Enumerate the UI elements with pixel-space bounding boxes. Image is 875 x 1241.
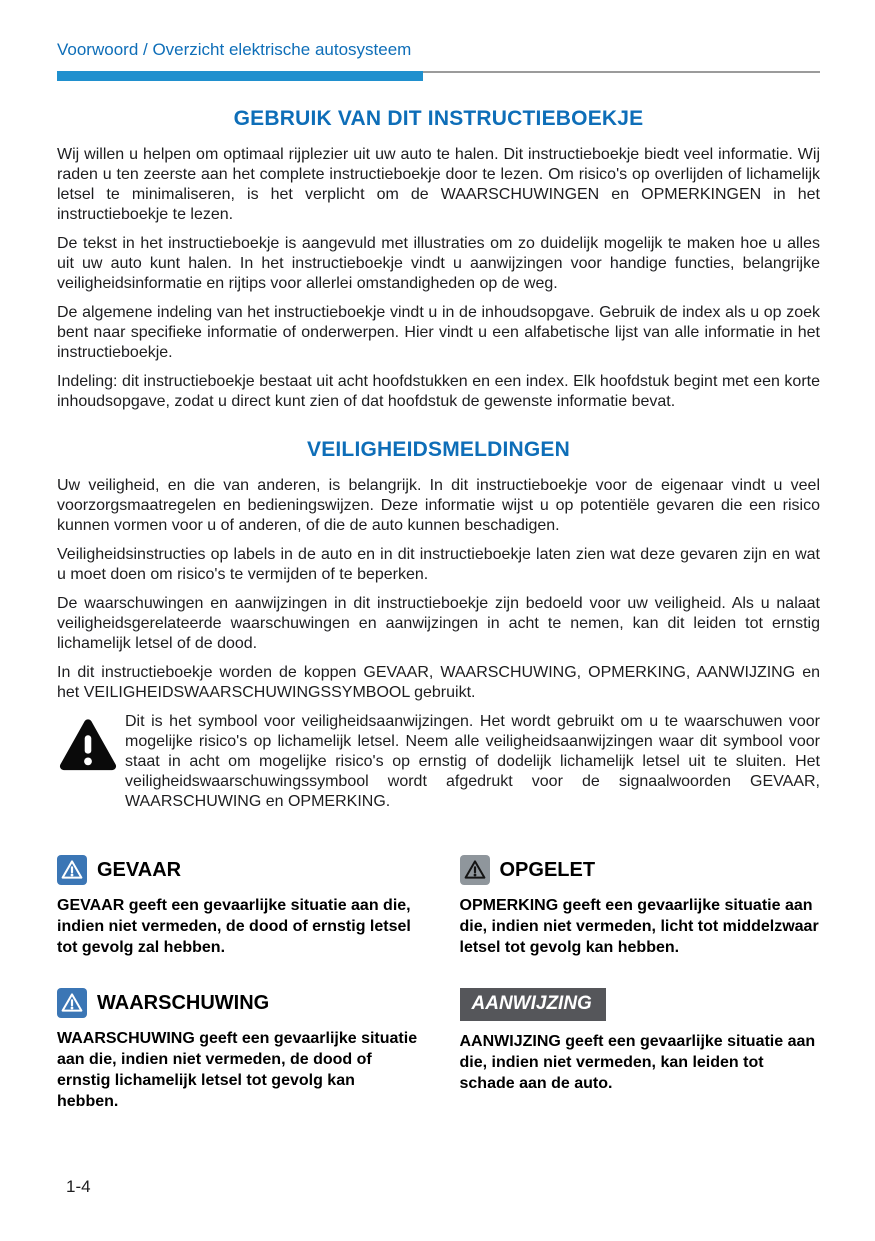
safety-paragraph-4: In dit instructieboekje worden de koppen GEVAAR, WAARSCHUWING, OPMERKING, AANWIJZING en het VEILIGHEIDSWAARSCHUWINGSSYMBOOL gebruikt.	[57, 664, 820, 701]
callout-caution-label: OPGELET	[499, 858, 596, 881]
page-number: 1-4	[66, 1177, 91, 1196]
usage-paragraph-3: De algemene indeling van het instructieboekje vindt u in de inhoudsopgave. Gebruik de index als u op zoek bent naar specifieke informatie of onderwerpen. Hier vindt u een alfabetische lijst van alle informatie in het instructieboekje.	[57, 304, 820, 361]
callout-column-left	[57, 855, 418, 1142]
usage-paragraph-4: Indeling: dit instructieboekje bestaat uit acht hoofdstukken en een index. Elk hoofdstuk begint met een korte inhoudsopgave, zodat u direct kunt zien of dat hoofdstuk de gewenste informatie bevat.	[57, 373, 820, 410]
callout-danger-text: GEVAAR geeft een gevaarlijke situatie aan die, indien niet vermeden, de dood of ernstig letsel tot gevolg zal hebben.	[57, 897, 411, 956]
usage-paragraph-2: De tekst in het instructieboekje is aangevuld met illustraties om zo duidelijk mogelijk te maken hoe u alles uit uw auto kunt halen. In het instructieboekje vindt u aanwijzingen voor handige functies, belangrijke veiligheidsinformatie en rijtips voor allerlei omstandigheden op de weg.	[57, 235, 820, 292]
header-rule	[57, 71, 820, 81]
section-usage	[57, 107, 820, 412]
danger-warning-triangle-icon	[57, 855, 87, 885]
safety-alert-symbol-icon	[57, 712, 125, 777]
callout-notice	[460, 988, 821, 1094]
section-usage-title: GEBRUIK VAN DIT INSTRUCTIEBOEKJE	[233, 107, 644, 130]
callout-warning-label: WAARSCHUWING	[97, 991, 270, 1014]
callout-caution-text: OPMERKING geeft een gevaarlijke situatie aan die, indien niet vermeden, licht tot middelzwaar letsel tot gevolg kan hebben.	[459, 897, 819, 956]
section-safety	[57, 438, 820, 821]
callout-danger-head	[57, 855, 418, 885]
page-header	[57, 40, 820, 81]
callout-notice-text: AANWIJZING geeft een gevaarlijke situatie aan die, indien niet vermeden, kan leiden tot schade aan de auto.	[459, 1033, 816, 1092]
callout-warning-text: WAARSCHUWING geeft een gevaarlijke situatie aan die, indien niet vermeden, de dood of ernstig lichamelijk letsel tot gevolg kan hebben.	[57, 1030, 418, 1110]
callout-columns	[57, 855, 820, 1142]
caution-triangle-icon	[460, 855, 490, 885]
callout-danger	[57, 855, 418, 958]
safety-symbol-note: Dit is het symbool voor veiligheidsaanwijzingen. Het wordt gebruikt om u te waarschuwen voor mogelijke risico's op lichamelijk letsel. Neem alle veiligheidsaanwijzingen waar dit symbool voor staat in acht om mogelijke risico's op ernstig of dodelijk lichamelijk letsel uit te sluiten. Het veiligheidswaarschuwingssymbool wordt afgedrukt voor de signaalwoorden GEVAAR, WAARSCHUWING en OPMERKING.	[125, 713, 820, 810]
header-rule-blue	[57, 71, 423, 81]
breadcrumb: Voorwoord / Overzicht elektrische autosysteem	[57, 40, 412, 59]
usage-paragraph-1: Wij willen u helpen om optimaal rijplezier uit uw auto te halen. Dit instructieboekje biedt veel informatie. Wij raden u ten zeerste aan het complete instructieboekje door te lezen. Om risico's op overlijden of lichamelijk letsel te minimaliseren, is het verplicht om de WAARSCHUWINGEN en OPMERKINGEN in het instructieboekje te lezen.	[57, 146, 820, 223]
section-safety-title: VEILIGHEIDSMELDINGEN	[306, 438, 571, 461]
safety-symbol-row	[57, 712, 820, 821]
safety-paragraph-1: Uw veiligheid, en die van anderen, is belangrijk. In dit instructieboekje voor de eigenaar vindt u veel voorzorgsmaatregelen en bedieningswijzen. Deze informatie wijst u op potentiële gevaren die een risico kunnen vormen voor u of anderen, of die de auto kunnen beschadigen.	[57, 477, 820, 534]
callout-warning	[57, 988, 418, 1112]
callout-caution-head	[460, 855, 821, 885]
warning-triangle-icon	[57, 988, 87, 1018]
callout-caution	[460, 855, 821, 958]
callout-danger-label: GEVAAR	[97, 858, 182, 881]
safety-paragraph-3: De waarschuwingen en aanwijzingen in dit instructieboekje zijn bedoeld voor uw veiligheid. Als u nalaat veiligheidsgerelateerde waarschuwingen en aanwijzingen in acht te nemen, kan dit leiden tot ernstig lichamelijk letsel of de dood.	[57, 595, 820, 652]
callout-column-right	[460, 855, 821, 1142]
safety-paragraph-2: Veiligheidsinstructies op labels in de auto en in dit instructieboekje laten zien wat deze gevaren zijn en wat u moet doen om risico's te vermijden of te beperken.	[57, 546, 820, 583]
callout-notice-banner: AANWIJZING	[460, 988, 606, 1021]
callout-warning-head	[57, 988, 418, 1018]
